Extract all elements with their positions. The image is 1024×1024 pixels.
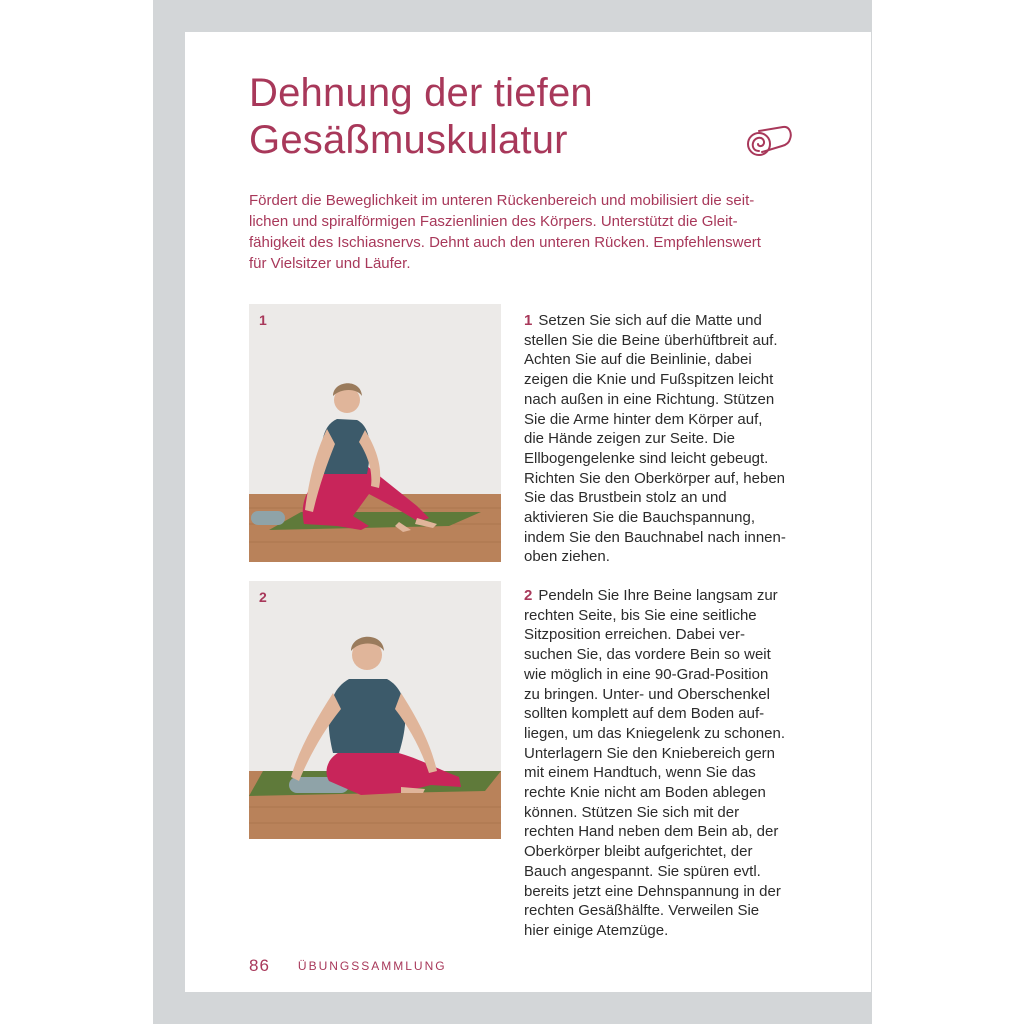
title-line: Gesäßmuskulatur: [249, 118, 568, 162]
step-text: Pendeln Sie Ihre Beine langsam zur rechten Seite, bis Sie eine seitliche Sitzposition erreichen. Dabei versuchen Sie, das vordere Bein so weit wie möglich in eine 90-Grad-Position zu bringen. Unter- und Oberschenkel sollten komplett auf dem Boden aufliegen, um das Kniegelenk zu schonen. Unterlagern Sie den Kniebereich gern mit einem Handtuch, wenn Sie das rechte Knie nicht am Boden ablegen können. Stützen Sie sich mit der rechten Hand neben dem Bein ab, der Oberkörper bleibt aufgerichtet, der Bauch angespannt. Sie spüren evtl. bereits jetzt eine Dehnspannung in der rechten Gesäßhälfte. Verweilen Sie hier einige Atemzüge.: [524, 587, 786, 939]
step-1: [524, 311, 786, 567]
photo-number: 2: [259, 589, 267, 605]
exercise-photo-1: [249, 304, 501, 562]
photo-number: 1: [259, 312, 267, 328]
page-title: [249, 70, 719, 164]
page-number: 86: [249, 956, 270, 975]
step-text: Setzen Sie sich auf die Matte und stellen Sie die Beine überhüftbreit auf. Achten Sie auf die Beinlinie, dabei zeigen die Knie und Fußspitzen leicht nach außen in eine Richtung. Stützen Sie die Arme hinter dem Körper auf, die Hände zeigen zur Seite. Die Ellbogengelenke sind leicht gebeugt. Richten Sie den Oberkörper auf, heben Sie das Brustbein stolz an und aktivieren Sie die Bauchspannung, indem Sie den Bauchnabel nach innen-oben ziehen.: [524, 312, 786, 566]
towel-roll-icon: [745, 122, 793, 162]
intro-text: Fördert die Beweglichkeit im unteren Rückenbereich und mobilisiert die seitlichen und spiralförmigen Faszienlinien des Körpers. Unterstützt die Gleitfähigkeit des Ischiasnervs. Dehnt auch den unteren Rücken. Empfehlenswert für Vielsitzer und Läufer.: [249, 192, 761, 272]
step-number: 1: [524, 312, 533, 329]
exercise-photo-2: [249, 581, 501, 839]
book-page: [185, 32, 871, 992]
section-label: ÜBUNGSSAMMLUNG: [297, 959, 447, 973]
photo-illustration: [249, 581, 501, 839]
step-2: [524, 586, 786, 941]
photo-illustration: [249, 304, 501, 562]
page-footer: [249, 954, 447, 978]
title-line: Dehnung der tiefen: [249, 71, 593, 115]
step-number: 2: [524, 587, 533, 604]
